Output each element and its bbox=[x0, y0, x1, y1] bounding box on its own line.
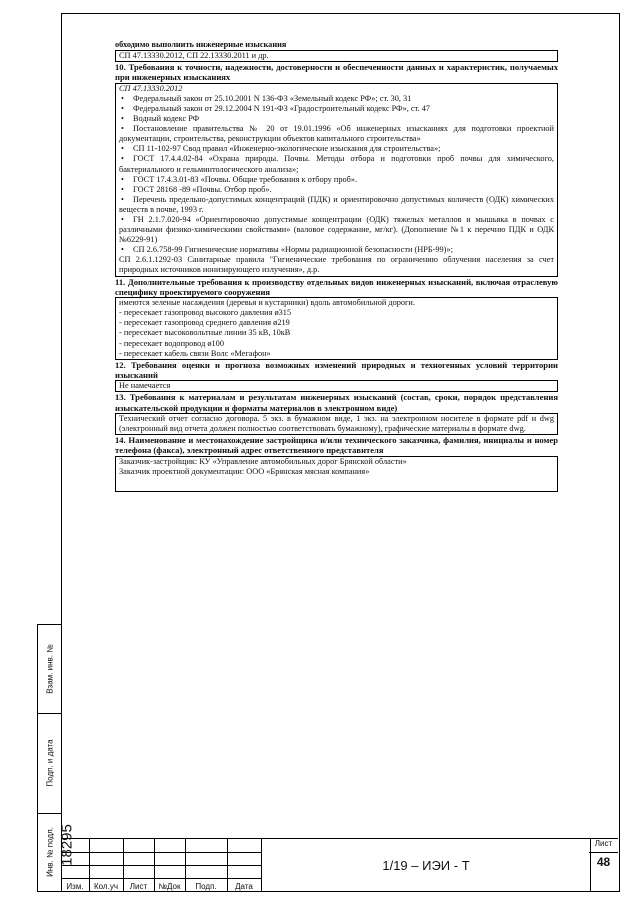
section-12-box: Не намечается bbox=[115, 380, 558, 392]
section-14-title: 14. Наименование и местонахождение застройщика и/или технического заказчика, фамилия, инициалы и номер телефона (факса), электронный адрес ответственного представителя bbox=[115, 435, 558, 456]
list-item: Заказчик-застройщик: КУ «Управление автомобильных дорог Брянской области» bbox=[119, 456, 407, 466]
label-data: Дата bbox=[235, 882, 253, 891]
label-kol-uch: Кол.уч bbox=[94, 882, 118, 891]
section-11-box bbox=[115, 297, 558, 360]
title-block-grid bbox=[61, 839, 261, 891]
list-item: • ГОСТ 28168 -89 «Почвы. Отбор проб». bbox=[119, 185, 554, 195]
section-13-title: 13. Требования к материалам и результатам инженерных изысканий (состав, сроки, порядок представления изыскательской продукции и форматы материалов в электронном виде) bbox=[115, 392, 558, 413]
list-item: - пересекает газопровод среднего давления ø219 bbox=[119, 318, 290, 328]
list-item: • ГОСТ 17.4.4.02-84 «Охрана природы. Почвы. Методы отбора и подготовки проб почвы для химического, бактериального и гельминтологического анализа»; bbox=[119, 154, 554, 174]
list-item: имеются зеленые насаждения (деревья и кустарники) вдоль автомобильной дороги. bbox=[119, 298, 415, 308]
list-item: - пересекает газопровод высокого давления ø315 bbox=[119, 308, 292, 318]
section-12-title: 12. Требования оценки и прогноза возможных изменений природных и техногенных условий территории изысканий bbox=[115, 359, 558, 381]
section-10-box bbox=[115, 83, 558, 277]
list-item: - пересекает высоковольтные линии 35 кВ, 10кВ bbox=[119, 328, 291, 338]
section-10-title: 10. Требования к точности, надежности, достоверности и обеспеченности данных и характеристик, получаемых при инженерных изысканиях bbox=[115, 62, 558, 83]
list-item: СП 47.13330.2012 bbox=[119, 83, 183, 93]
list-item: - пересекает водопровод ø100 bbox=[119, 338, 224, 348]
list-item: • ГН 2.1.7.020-94 «Ориентировочно допустимые концентрации (ОДК) тяжелых металлов и мышьяка в почвах с различными физико-химическими свойствами» (валовое содержание, мг/кг). (Дополнение №1 к перечню ПДК и ОДК №6229-91) bbox=[119, 215, 554, 245]
label-list: Лист bbox=[129, 882, 148, 891]
side-cell-podp bbox=[38, 713, 61, 814]
inventory-number-text: 18295 bbox=[58, 824, 76, 866]
list-item: • Постановление правительства № 20 от 19.01.1996 «Об инженерных изысканиях для подготовки проектной документации, строительства, реконструкции объектов капитального строительства» bbox=[119, 124, 554, 144]
list-item: • ГОСТ 17.4.3.01-83 «Почвы. Общие требования к отбору проб». bbox=[119, 175, 554, 185]
list-item: - пересекает кабель связи Волс «Мегафон» bbox=[119, 348, 271, 358]
section-14-box bbox=[115, 456, 558, 492]
sheet-number: 48 bbox=[596, 855, 611, 869]
list-item: • СП 11-102-97 Свод правил «Инженерно-экологические изыскания для строительства»; bbox=[119, 144, 554, 154]
intro-line: обходимо выполнить инженерные изыскания bbox=[115, 40, 287, 49]
list-item: Заказчик проектной документации: ООО «Брянская мясная компания» bbox=[119, 466, 370, 476]
section-11-title: 11. Дополнительные требования к производству отдельных видов инженерных изысканий, включая отраслевую специфику проектируемого сооружения bbox=[115, 276, 558, 297]
list-item: • Федеральный закон от 29.12.2004 N 191-ФЗ «Градостроительный кодекс РФ», ст. 47 bbox=[119, 104, 554, 114]
sheet-label: Лист bbox=[589, 839, 618, 853]
side-label-vzam: Взам. инв. № bbox=[45, 644, 54, 694]
document-code: 1/19 – ИЭИ - Т bbox=[261, 839, 591, 891]
list-item: • Перечень предельно-допустимых концентраций (ПДК) и ориентировочно допустимых количеств (ОДК) химических веществ в почве, 1993 г. bbox=[119, 195, 554, 215]
side-label-inv: Инв. № подл. bbox=[45, 827, 54, 877]
list-item: • Федеральный закон от 25.10.2001 N 136-ФЗ «Земельный кодекс РФ»; ст. 30, 31 bbox=[119, 94, 554, 104]
label-izm: Изм. bbox=[66, 882, 84, 891]
section-13-box: Технический отчет согласно договора. 5 экз. в бумажном виде, 1 экз. на электронном носителе в формате pdf и dwg (электронный вид отчета должен полностью соответствовать бумажному), графические материалы в формате dwg. bbox=[115, 413, 558, 435]
side-label-podp: Подп. и дата bbox=[45, 739, 54, 787]
list-item: • Водный кодекс РФ bbox=[119, 114, 554, 124]
label-ndok: №Док bbox=[158, 882, 181, 891]
document-body bbox=[115, 40, 558, 492]
list-item: СП 2.6.1.1292-03 Санитарные правила "Гигиенические требования по ограничению облучения населения за счет природных источников ионизирующего излучения», д.р. bbox=[119, 255, 554, 275]
label-podp: Подп. bbox=[195, 882, 217, 891]
title-block bbox=[61, 838, 618, 891]
intro-box: СП 47.13330.2012, СП 22.13330.2011 и др. bbox=[115, 50, 558, 62]
list-item: • СП 2.6.758-99 Гигиенические нормативы «Нормы радиационной безопасности (НРБ-99)»; bbox=[119, 245, 554, 255]
side-cell-vzam bbox=[38, 625, 61, 714]
